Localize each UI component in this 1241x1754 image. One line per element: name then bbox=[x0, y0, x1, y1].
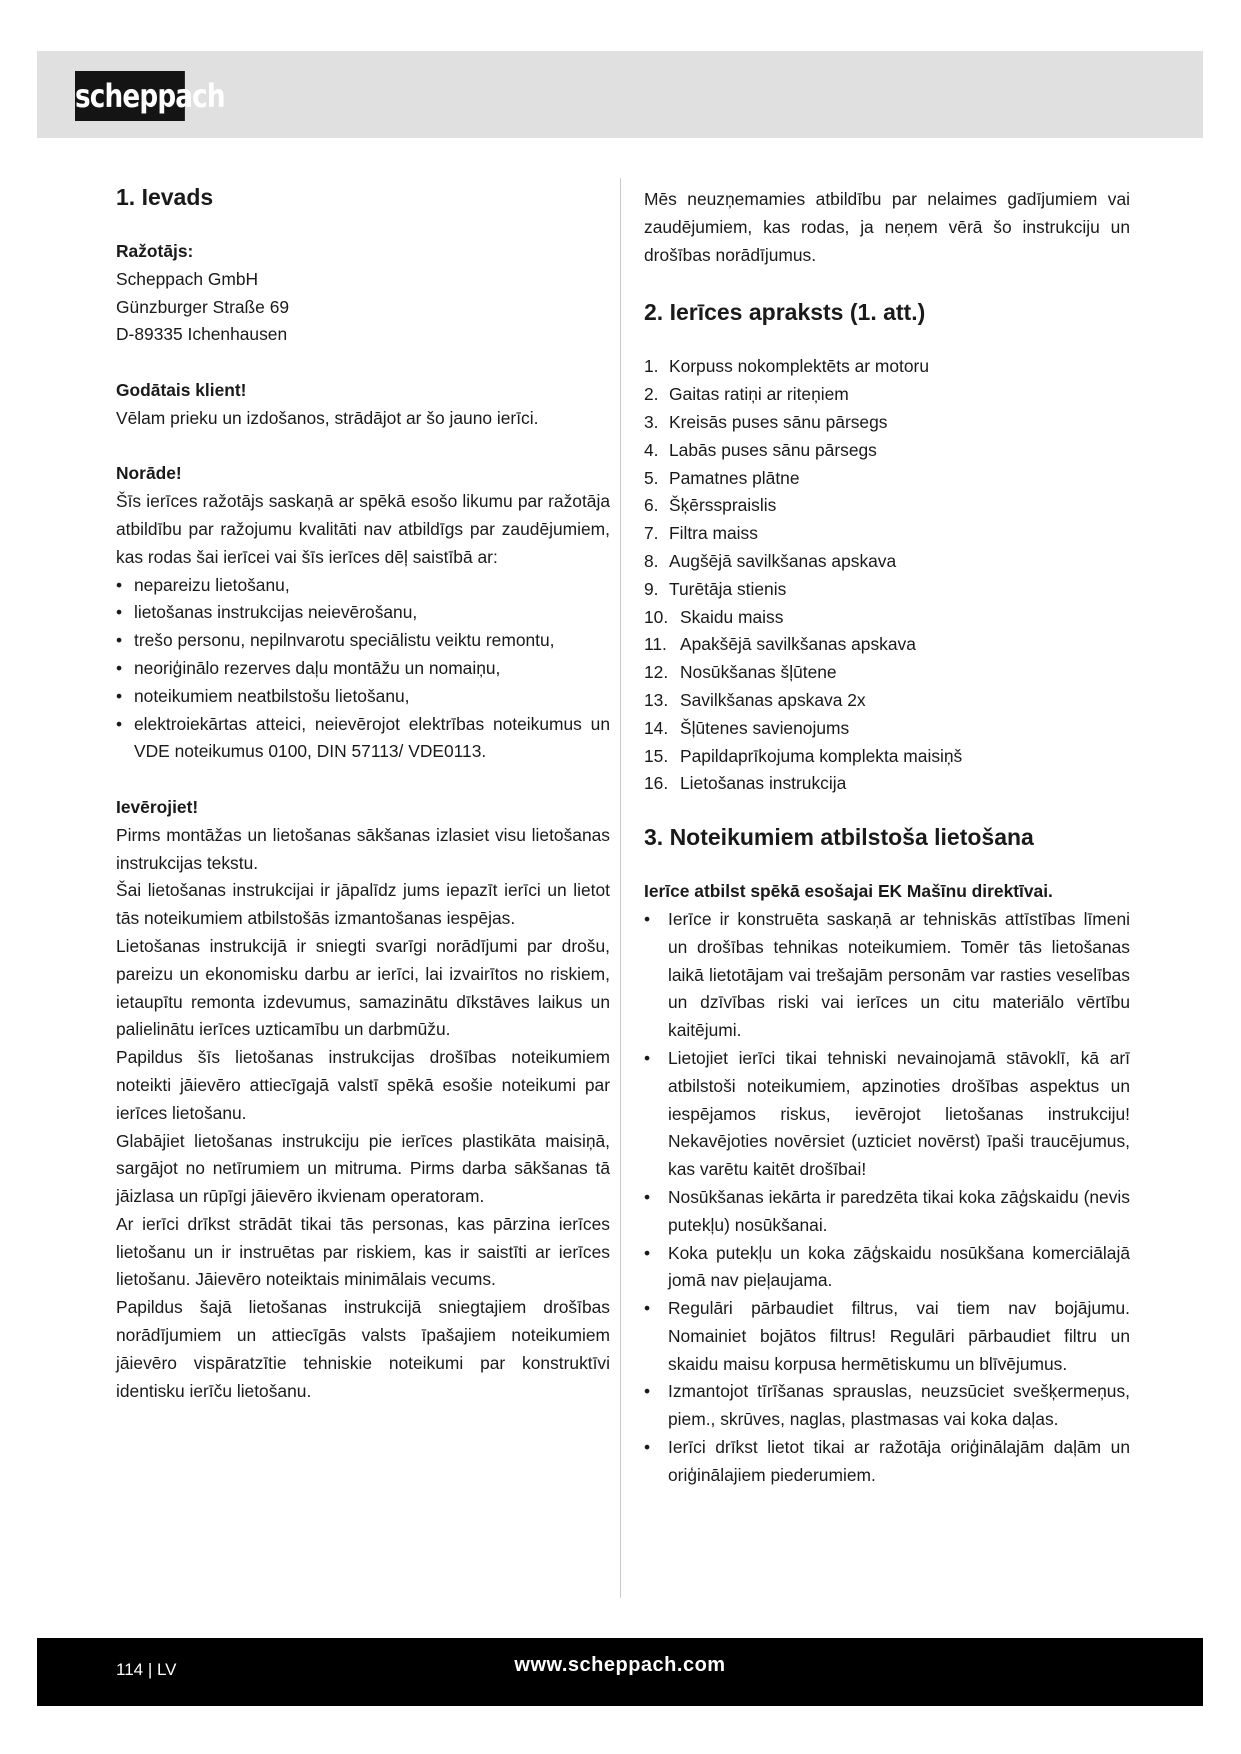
note-text: Šīs ierīces ražotājs saskaņā ar spēkā esošo likumu par ražotāja atbildību par ražojumu kvalitāti nav atbildīgs par zaudējumiem, kas rodas šai ierīcei vai šīs ierīces dēļ saistībā ar: bbox=[116, 491, 610, 567]
list-item: 15. Papildaprīkojuma komplekta maisiņš bbox=[644, 745, 963, 766]
observe-paragraph: Pirms montāžas un lietošanas sākšanas izlasiet visu lietošanas instrukcijas tekstu. bbox=[116, 824, 610, 873]
column-divider bbox=[620, 178, 621, 1598]
observe-label: Ievērojiet! bbox=[116, 796, 199, 817]
list-item: 9. Turētāja stienis bbox=[644, 578, 787, 599]
manufacturer-line: Günzburger Straße 69 bbox=[116, 296, 290, 317]
list-item: 7. Filtra maiss bbox=[644, 523, 758, 544]
list-item: • Nosūkšanas iekārta ir paredzēta tikai koka zāģskaidu (nevis putekļu) nosūkšanai. bbox=[644, 1184, 1130, 1240]
list-item: • noteikumiem neatbilstošu lietošanu, bbox=[116, 683, 610, 711]
liability-text: Mēs neuzņemamies atbildību par nelaimes gadījumiem vai zaudējumiem, kas rodas, ja neņem vērā šo instrukciju un drošības norādījumus. bbox=[644, 189, 1130, 265]
list-item: • Regulāri pārbaudiet filtrus, vai tiem nav bojājumu. Nomainiet bojātos filtrus! Regulāri pārbaudiet filtru un skaidu maisu korpusa hermētiskumu un blīvējumus. bbox=[644, 1295, 1130, 1378]
observe-paragraph: Šai lietošanas instrukcijai ir jāpalīdz jums iepazīt ierīci un lietot tās noteikumiem atbilstošās izmantošanas iespējas. bbox=[116, 880, 610, 929]
list-item: • Lietojiet ierīci tikai tehniski nevainojamā stāvoklī, kā arī atbilstoši noteikumiem, apzinoties drošības aspektus un iespējamos riskus, ievērojot lietošanas instrukciju! Nekavējoties novērsiet (uzticiet novērst) īpaši traucējumus, kas varētu kaitēt drošībai! bbox=[644, 1045, 1130, 1184]
list-item: 3. Kreisās puses sānu pārsegs bbox=[644, 411, 888, 432]
left-column bbox=[116, 182, 610, 1405]
list-item: 16. Lietošanas instrukcija bbox=[644, 773, 847, 794]
observe-paragraph: Ar ierīci drīkst strādāt tikai tās personas, kas pārzina ierīces lietošanu un ir instruētas par riskiem, kas ir saistīti ar ierīces lietošanu. Jāievēro noteiktais minimālais vecums. bbox=[116, 1213, 610, 1290]
list-item: • trešo personu, nepilnvarotu speciālistu veiktu remontu, bbox=[116, 627, 610, 655]
list-item: • Izmantojot tīrīšanas sprauslas, neuzsūciet svešķermeņus, piem., skrūves, naglas, plastmasas vai koka daļas. bbox=[644, 1378, 1130, 1434]
footer-bar bbox=[37, 1638, 1203, 1706]
list-item: • Koka putekļu un koka zāģskaidu nosūkšana komerciālajā jomā nav pieļaujama. bbox=[644, 1240, 1130, 1296]
list-item: 11. Apakšējā savilkšanas apskava bbox=[644, 634, 916, 655]
header-bar bbox=[37, 51, 1203, 138]
list-item: 1. Korpuss nokomplektēts ar motoru bbox=[644, 356, 930, 377]
website-link[interactable]: www.scheppach.com bbox=[514, 1654, 726, 1676]
observe-paragraph: Lietošanas instrukcijā ir sniegti svarīgi norādījumi par drošu, pareizu un ekonomisku darbu ar ierīci, lai izvairītos no riskiem, ietaupītu remonta izdevumus, samazinātu dīkstāves laikus un palielinātu ierīces uzticamību un darbmūžu. bbox=[116, 935, 610, 1040]
list-item: • neoriģinālo rezerves daļu montāžu un nomaiņu, bbox=[116, 655, 610, 683]
list-item: • elektroiekārtas atteici, neievērojot elektrības noteikumus un VDE noteikumus 0100, DIN 57113/ VDE0113. bbox=[116, 711, 610, 767]
list-item: 10. Skaidu maiss bbox=[644, 606, 784, 627]
list-item: 13. Savilkšanas apskava 2x bbox=[644, 689, 866, 710]
observe-paragraph: Papildus šajā lietošanas instrukcijā sniegtajiem drošības norādījumiem un attiecīgās valsts īpašajiem noteikumiem jāievēro vispāratzītie tehniskie noteikumi par konstruktīvi identisku ierīču lietošanu. bbox=[116, 1297, 610, 1401]
right-column bbox=[644, 186, 1130, 1490]
section-3-subtitle: Ierīce atbilst spēkā esošajai EK Mašīnu direktīvai. bbox=[644, 881, 1053, 902]
section-2-title: 2. Ierīces apraksts (1. att.) bbox=[644, 299, 926, 326]
list-item: 14. Šļūtenes savienojums bbox=[644, 717, 850, 738]
parts-list bbox=[644, 353, 1130, 798]
list-item: • Ierīci drīkst lietot tikai ar ražotāja oriģinālajām daļām un oriģinālajiem piederumiem. bbox=[644, 1434, 1130, 1490]
list-item: • lietošanas instrukcijas neievērošanu, bbox=[116, 599, 610, 627]
page-number: 114 | LV bbox=[116, 1660, 177, 1679]
list-item: 4. Labās puses sānu pārsegs bbox=[644, 439, 877, 460]
note-bullet-list bbox=[116, 572, 610, 767]
list-item: 8. Augšējā savilkšanas apskava bbox=[644, 550, 897, 571]
list-item: 5. Pamatnes plātne bbox=[644, 467, 800, 488]
section-1-title: 1. Ievads bbox=[116, 184, 214, 210]
usage-bullet-list bbox=[644, 906, 1130, 1490]
list-item: • Ierīce ir konstruēta saskaņā ar tehniskās attīstības līmeni un drošības tehnikas noteikumiem. Tomēr tās lietošanas laikā lietotājam vai trešajām personām var rasties veselības un dzīvības riski vai ierīces un citu materiālo vērtību kaitējumi. bbox=[644, 906, 1130, 1045]
list-item: 2. Gaitas ratiņi ar riteņiem bbox=[644, 384, 849, 405]
customer-text: Vēlam prieku un izdošanos, strādājot ar šo jauno ierīci. bbox=[116, 407, 539, 428]
customer-label: Godātais klient! bbox=[116, 379, 247, 400]
observe-paragraph: Glabājiet lietošanas instrukciju pie ierīces plastikāta maisiņā, sargājot no netīrumiem un mitruma. Pirms darba sākšanas tā jāizlasa un rūpīgi jāievēro ikvienam operatoram. bbox=[116, 1130, 610, 1207]
note-label: Norāde! bbox=[116, 463, 182, 484]
manufacturer-label: Ražotājs: bbox=[116, 241, 194, 261]
manufacturer-line: D-89335 Ichenhausen bbox=[116, 324, 288, 345]
observe-paragraph: Papildus šīs lietošanas instrukcijas drošības noteikumiem noteikti jāievēro attiecīgajā valstī spēkā esošie noteikumi par ierīces lietošanu. bbox=[116, 1047, 610, 1123]
manufacturer-line: Scheppach GmbH bbox=[116, 268, 259, 289]
section-3-title: 3. Noteikumiem atbilstoša lietošana bbox=[644, 824, 1034, 851]
list-item: 12. Nosūkšanas šļūtene bbox=[644, 662, 837, 683]
list-item: • nepareizu lietošanu, bbox=[116, 572, 610, 600]
list-item: 6. Šķērsspraislis bbox=[644, 495, 777, 516]
scheppach-logo: scheppach bbox=[75, 71, 185, 121]
